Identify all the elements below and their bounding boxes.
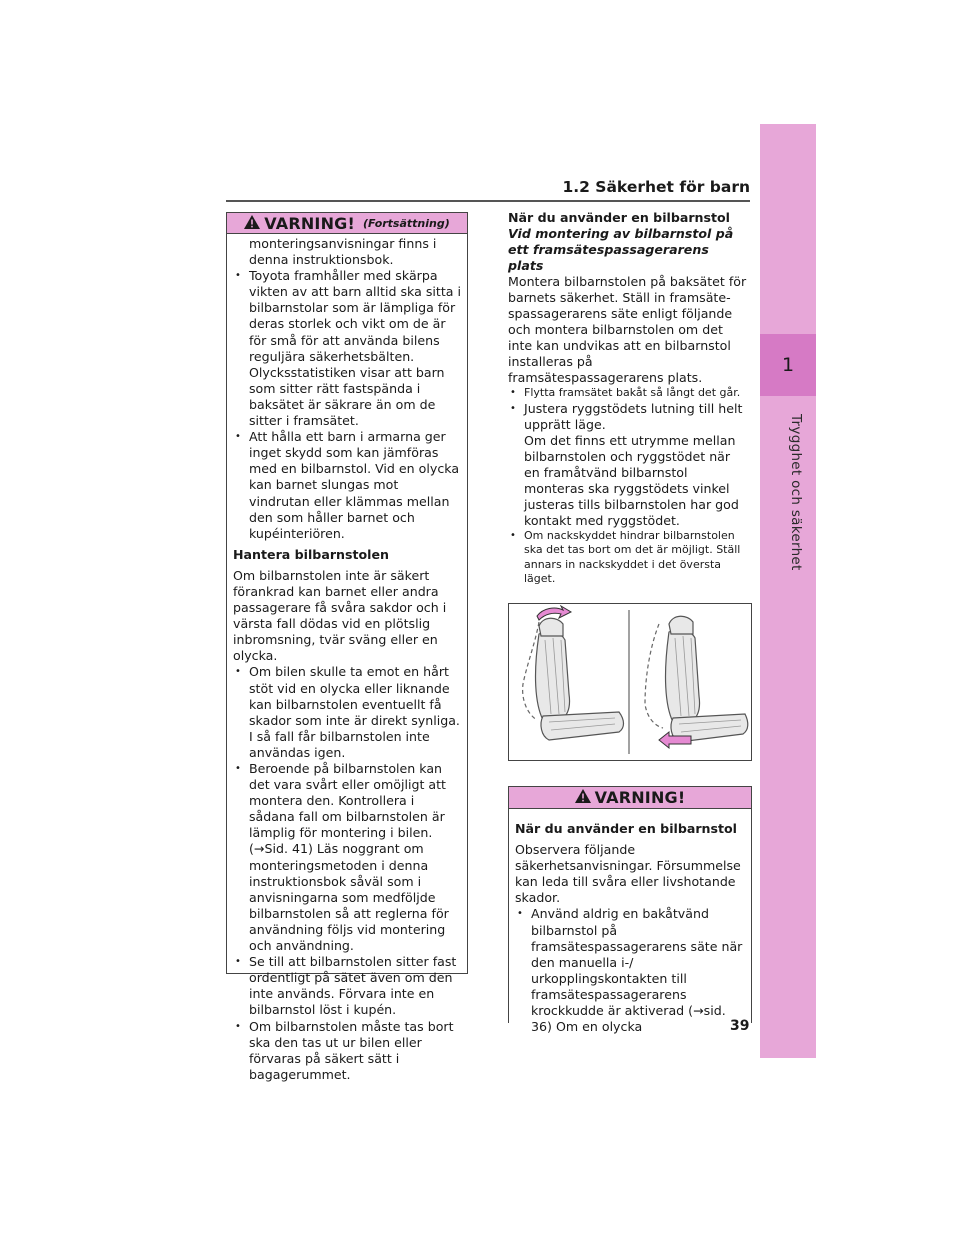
section-heading: När du använder en bilbarnstol xyxy=(508,210,731,225)
warning-triangle-icon xyxy=(575,788,591,807)
chapter-side-tab xyxy=(760,124,816,1058)
warning-header xyxy=(509,787,751,809)
warning-paragraph: Observera följande säkerhetsanvisningar. Försummelse kan leda till svåra eller livshotande skador. xyxy=(515,842,741,906)
warning-subheading: Hantera bilbarnstolen xyxy=(233,546,389,562)
warning-paragraph: Om bilbarnstolen inte är säkert förankrad kan barnet eller andra passagerare få svåra sakdor och i värsta fall dödas vid en plötslig inbromsning, tvär sväng eller en olycka. xyxy=(233,567,447,664)
chapter-number-box xyxy=(760,334,816,396)
warning-bullet: • Toyota framhåller med skärpa vikten av att barn alltid ska sitta i bilbarnstolar som är lämpliga för deras storlek och vikt om de är för små för att använda bilens reguljära säkerhetsbälten. Olycksstatistiken visar att barn som sitter rätt fastspända i baksätet är säkrare än om de sitter i framsätet. xyxy=(233,268,461,429)
warning-subheading: När du använder en bilbarnstol xyxy=(515,821,738,836)
section-title: 1.2 Säkerhet för barn xyxy=(562,178,750,196)
warning-bullet: • Att hålla ett barn i armarna ger inget skydd som kan jämföras med en bilbarnstol. Vid en olycka kan barnet slungas mot vindrutan eller klämmas mellan den som håller barnet och kupéinteriören. xyxy=(233,429,461,542)
warning-header xyxy=(227,213,467,234)
warning-intro: monteringsanvisningar finns i denna instruktionsbok. xyxy=(249,236,437,268)
warning-box-continued xyxy=(226,212,468,1082)
instruction-detail: Om det finns ett utrymme mellan bilbarnstolen och ryggstödet när en framåtvänd bilbarnstol monteras ska ryggstödets vinkel justeras tills bilbarnstolen har god kontakt med ryggstödet. xyxy=(524,432,739,528)
warning-bullet: • Om bilbarnstolen måste tas bort ska den tas ut ur bilen eller förvaras på säkert sätt i bagagerummet. xyxy=(233,1019,461,1083)
header-divider xyxy=(226,200,750,202)
warning-triangle-icon xyxy=(244,214,260,233)
seat-left-drawing xyxy=(523,606,624,740)
chapter-title: Trygghet och säkerhet xyxy=(788,414,804,571)
warning-bullet: • Om bilen skulle ta emot en hårt stöt vid en olycka eller liknande kan bilbarnstolen eventuellt få skador som inte är direkt synliga. I så fall får bilbarnstolen inte användas igen. xyxy=(233,664,461,761)
warning-label: VARNING! xyxy=(594,788,686,807)
section-subheading: Vid montering av bilbarnstol på ett framsätespassagerarens plats xyxy=(508,226,734,273)
seat-right-drawing xyxy=(645,616,748,748)
warning-body xyxy=(509,809,751,1035)
section-paragraph: Montera bilbarnstolen på baksätet för barnets säkerhet. Ställ in framsäte-spassagerarens säte enligt följande och montera bilbarnstolen om det inte kan undvikas att en bilbarnstol installeras på framsätespassagerarens plats. xyxy=(508,274,747,385)
warning-continued-label: (Fortsättning) xyxy=(363,216,450,230)
seat-adjustment-illustration xyxy=(508,603,752,761)
chapter-number: 1 xyxy=(781,354,795,376)
instruction-bullet: • Flytta framsätet bakåt så långt det går. xyxy=(508,386,748,401)
warning-bullet: • Använd aldrig en bakåtvänd bilbarnstol på framsätespassagerarens säte när den manuella i-/ urkopplingskontakten till framsätespassagerarens krockkudde är aktiverad (→sid. 36) Om en olycka xyxy=(515,906,745,1035)
warning-bullet: • Se till att bilbarnstolen sitter fast ordentligt på sätet även om den inte används. Förvara inte en bilbarnstol löst i kupén. xyxy=(233,954,461,1018)
warning-bullet: • Beroende på bilbarnstolen kan det vara svårt eller omöjligt att montera den. Kontrollera i sådana fall om bilbarnstolen är lämplig för montering i bilen. (→Sid. 41) Läs noggrant om monteringsmetoden i denna instruktionsbok såväl som i anvisningarna som medföljde bilbarnstolen så att reglerna för användning följs vid montering och användning. xyxy=(233,761,461,954)
warning-body xyxy=(227,234,467,1083)
instruction-bullet: • Om nackskyddet hindrar bilbarnstolen ska det tas bort om det är möjligt. Ställ annars in nackskyddet i det översta läget. xyxy=(508,529,748,587)
instruction-bullet: • Justera ryggstödets lutning till helt upprätt läge. xyxy=(508,401,748,433)
warning-label: VARNING! xyxy=(264,213,355,233)
right-column xyxy=(508,210,748,587)
page-number: 39 xyxy=(730,1018,750,1034)
